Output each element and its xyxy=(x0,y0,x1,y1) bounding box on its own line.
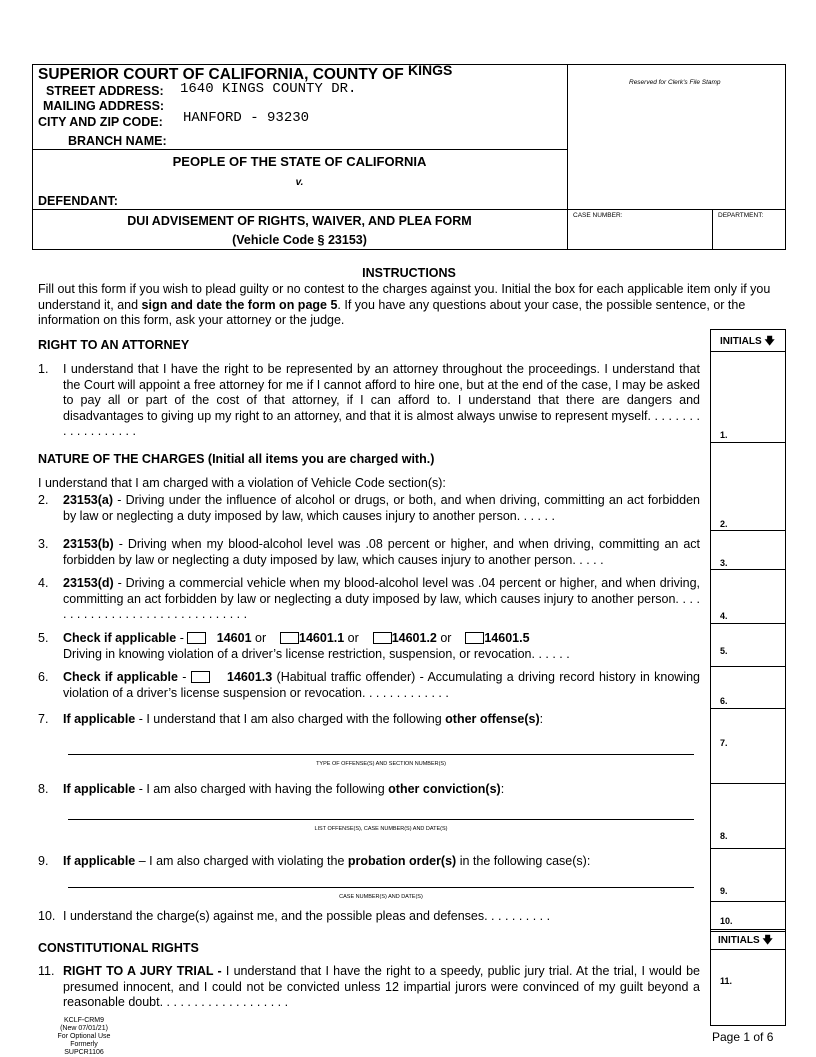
item-1: 1. I understand that I have the right to be represented by an attorney throughout the proceedings. I understand that the Court will appoint a free attorney for me if I cannot afford to hire one, but at the end of the case, I may be asked to pay all or part of the cost of that attorney, if I can afford to. I understand that there are dangers and disadvantages to giving up my right to an attorney, and that it is almost always unwise to represent myself. . . . . . . . . . . . . . . . . . . xyxy=(38,362,700,438)
item-10: 10. I understand the charge(s) against me, and the possible pleas and defenses. . . . . . . . . . xyxy=(38,909,551,923)
initial-box-1[interactable]: 1. xyxy=(720,430,728,440)
initial-box-7[interactable]: 7. xyxy=(720,738,728,748)
initial-box-10[interactable]: 10. xyxy=(720,916,733,926)
caption-vertical-divider xyxy=(567,64,568,250)
department-label: DEPARTMENT: xyxy=(718,212,764,219)
initial-box-11[interactable]: 11. xyxy=(720,976,733,986)
item-11: 11. RIGHT TO A JURY TRIAL - I understand that I have the right to a speedy, public jury trial. At the trial, I would be presumed innocent, and I could not be convicted unless 12 impartial jurors were convinced of my guilt beyond a reasonable doubt. . . . . . . . . . . . . . . . . . . xyxy=(38,964,700,1009)
people-heading: PEOPLE OF THE STATE OF CALIFORNIA xyxy=(172,154,427,169)
initials-divider xyxy=(710,569,786,570)
item-8: 8. If applicable - I am also charged with having the following other conviction(s): xyxy=(38,782,505,796)
checkbox-14601[interactable] xyxy=(187,632,206,644)
county-value: KINGS xyxy=(408,62,453,78)
versus: v. xyxy=(295,177,304,188)
charges-intro: I understand that I am charged with a violation of Vehicle Code section(s): xyxy=(38,476,446,490)
arrow-down-icon: 🡇 xyxy=(764,336,775,347)
city-zip-value[interactable]: HANFORD - 93230 xyxy=(183,110,310,126)
initials-divider xyxy=(710,848,786,849)
item-4: 4. 23153(d) - Driving a commercial vehicle when my blood-alcohol level was .04 percent or higher, and when driving, committing an act forbidden by law or neglecting a duty imposed by law, which causes injury to another person. . . . . . . . . . . . . . . . . . . . . . . . . . . . . . . xyxy=(38,576,700,621)
section-right-to-attorney: RIGHT TO AN ATTORNEY xyxy=(38,338,190,352)
page-number: Page 1 of 6 xyxy=(712,1030,774,1044)
initials-divider xyxy=(710,530,786,531)
item-5: 5. Check if applicable - 14601 or 14601.1 or 14601.2 or 14601.5 Driving in knowing violation of a driver’s license restriction, suspension, or revocation. . . . . . xyxy=(38,631,570,661)
item-2: 2. 23153(a) - Driving under the influence of alcohol or drugs, or both, and when driving, committing an act forbidden by law or neglecting a duty imposed by law, which causes injury to another person. . . . . . xyxy=(38,493,700,523)
initials-divider xyxy=(710,901,786,902)
city-zip-label: CITY AND ZIP CODE: xyxy=(38,115,163,129)
initials-header: INITIALS 🡇 xyxy=(720,336,775,347)
checkbox-14601-2[interactable] xyxy=(373,632,392,644)
initials-divider xyxy=(710,442,786,443)
checkbox-14601-1[interactable] xyxy=(280,632,299,644)
mailing-address-label: MAILING ADDRESS: xyxy=(43,99,165,113)
caption-divider-3 xyxy=(712,209,713,250)
initials-divider xyxy=(710,949,786,950)
item-6: 6. Check if applicable - 14601.3 (Habitual traffic offender) - Accumulating a driving record history in knowing violation of a driver’s license suspension or revocation. . . . . . . . . . . . . xyxy=(38,670,701,700)
initial-box-6[interactable]: 6. xyxy=(720,696,728,706)
street-address-label: STREET ADDRESS: xyxy=(46,84,164,98)
court-name: SUPERIOR COURT OF CALIFORNIA, COUNTY OF KINGS xyxy=(38,62,453,83)
form-subtitle: (Vehicle Code § 23153) xyxy=(232,233,367,247)
probation-case-line[interactable] xyxy=(68,887,694,888)
form-code-block: KCLF-CRM9 (New 07/01/21) For Optional Use Formerly SUPCR1106 xyxy=(57,1017,111,1056)
item-9: 9. If applicable – I am also charged with violating the probation order(s) in the following case(s): xyxy=(38,854,591,868)
initial-box-5[interactable]: 5. xyxy=(720,646,728,656)
checkbox-14601-5[interactable] xyxy=(465,632,484,644)
item-3: 3. 23153(b) - Driving when my blood-alcohol level was .08 percent or higher, and when driving, committing an act forbidden by law or neglecting a duty imposed by law, which causes injury to another person. . . . . xyxy=(38,537,700,567)
initials-divider xyxy=(710,666,786,667)
initials-divider xyxy=(710,351,786,352)
initials-column-top xyxy=(710,329,786,932)
section-nature-of-charges: NATURE OF THE CHARGES (Initial all items you are charged with.) xyxy=(38,452,435,466)
initial-box-2[interactable]: 2. xyxy=(720,519,728,529)
other-offense-line[interactable] xyxy=(68,754,694,755)
checkbox-14601-3[interactable] xyxy=(191,671,210,683)
initials-divider xyxy=(710,623,786,624)
other-conviction-caption: LIST OFFENSE(S), CASE NUMBER(S) AND DATE(S) xyxy=(314,826,448,832)
street-address-value[interactable]: 1640 KINGS COUNTY DR. xyxy=(180,81,357,97)
initial-box-9[interactable]: 9. xyxy=(720,886,728,896)
initial-box-4[interactable]: 4. xyxy=(720,611,728,621)
defendant-label: DEFENDANT: xyxy=(38,194,118,208)
caption-divider-1 xyxy=(32,149,567,150)
initials-divider xyxy=(710,783,786,784)
initials-divider xyxy=(710,708,786,709)
instructions-title: INSTRUCTIONS xyxy=(362,266,456,280)
probation-case-caption: CASE NUMBER(S) AND DATE(S) xyxy=(339,894,423,900)
caption-divider-2 xyxy=(32,209,786,210)
other-offense-caption: TYPE OF OFFENSE(S) AND SECTION NUMBER(S) xyxy=(316,761,446,767)
item-7: 7. If applicable - I understand that I am also charged with the following other offense(s): xyxy=(38,712,544,726)
initial-box-3[interactable]: 3. xyxy=(720,558,728,568)
clerk-stamp-note: Reserved for Clerk's File Stamp xyxy=(629,79,721,86)
case-number-label: CASE NUMBER: xyxy=(573,212,623,219)
instructions-text: Fill out this form if you wish to plead guilty or no contest to the charges against you. Initial the box for each applicable item only if you understand it, and sign and date the form on page 5. If you have any questions about your case, the possible sentence, or the information on this form, ask your attorney or the judge. xyxy=(38,282,771,327)
arrow-down-icon: 🡇 xyxy=(762,935,773,946)
initials-header-2: INITIALS 🡇 xyxy=(718,935,773,946)
other-conviction-line[interactable] xyxy=(68,819,694,820)
branch-name-label: BRANCH NAME: xyxy=(68,134,167,148)
initial-box-8[interactable]: 8. xyxy=(720,831,728,841)
section-constitutional-rights: CONSTITUTIONAL RIGHTS xyxy=(38,941,199,955)
form-title: DUI ADVISEMENT OF RIGHTS, WAIVER, AND PLEA FORM xyxy=(127,214,472,228)
